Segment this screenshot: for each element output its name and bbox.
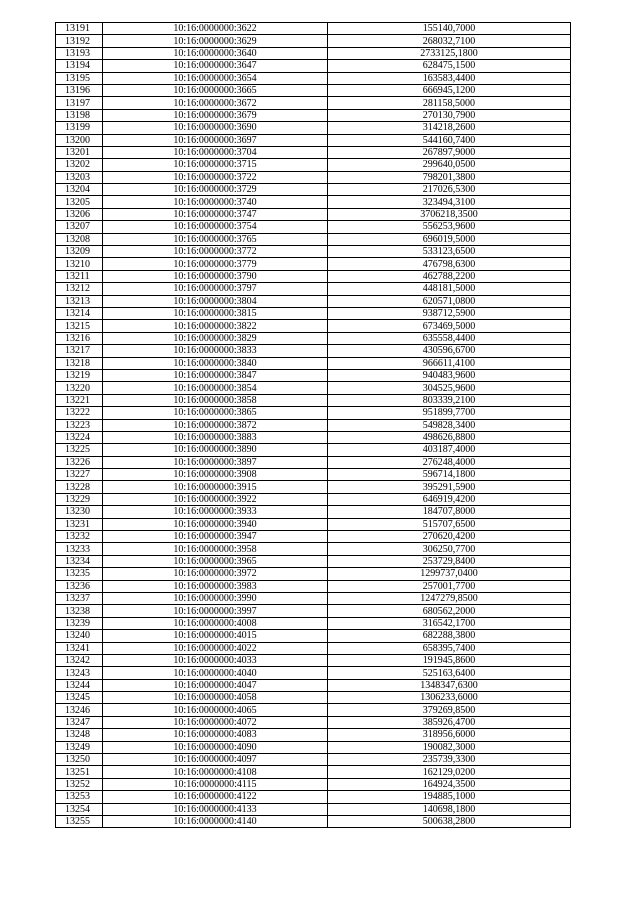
row-number-cell: 13229 <box>56 493 103 505</box>
cadastral-number-cell: 10:16:0000000:3858 <box>103 394 328 406</box>
row-number-cell: 13218 <box>56 357 103 369</box>
row-number-cell: 13252 <box>56 778 103 790</box>
table-row <box>56 159 571 171</box>
value-cell: 635558,4400 <box>328 332 571 344</box>
value-cell: 304525,9600 <box>328 382 571 394</box>
value-cell: 430596,6700 <box>328 345 571 357</box>
row-number-cell: 13231 <box>56 518 103 530</box>
value-cell: 155140,7000 <box>328 23 571 35</box>
row-number-cell: 13223 <box>56 419 103 431</box>
cadastral-number-cell: 10:16:0000000:3822 <box>103 320 328 332</box>
table-row <box>56 444 571 456</box>
table-row <box>56 109 571 121</box>
row-number-cell: 13241 <box>56 642 103 654</box>
value-cell: 646919,4200 <box>328 493 571 505</box>
table-row <box>56 246 571 258</box>
row-number-cell: 13219 <box>56 369 103 381</box>
value-cell: 314218,2600 <box>328 122 571 134</box>
row-number-cell: 13232 <box>56 531 103 543</box>
row-number-cell: 13242 <box>56 654 103 666</box>
value-cell: 268032,7100 <box>328 35 571 47</box>
value-cell: 1348347,6300 <box>328 679 571 691</box>
value-cell: 379269,8500 <box>328 704 571 716</box>
row-number-cell: 13205 <box>56 196 103 208</box>
table-row <box>56 357 571 369</box>
row-number-cell: 13220 <box>56 382 103 394</box>
table-row <box>56 679 571 691</box>
table-row <box>56 134 571 146</box>
table-row <box>56 667 571 679</box>
cadastral-number-cell: 10:16:0000000:4040 <box>103 667 328 679</box>
value-cell: 500638,2800 <box>328 816 571 828</box>
row-number-cell: 13214 <box>56 307 103 319</box>
cadastral-number-cell: 10:16:0000000:3779 <box>103 258 328 270</box>
cadastral-number-cell: 10:16:0000000:4108 <box>103 766 328 778</box>
value-cell: 951899,7700 <box>328 407 571 419</box>
table-row <box>56 196 571 208</box>
cadastral-number-cell: 10:16:0000000:3990 <box>103 592 328 604</box>
table-row <box>56 754 571 766</box>
table-row <box>56 506 571 518</box>
table-row <box>56 592 571 604</box>
row-number-cell: 13212 <box>56 283 103 295</box>
table-row <box>56 332 571 344</box>
cadastral-number-cell: 10:16:0000000:3815 <box>103 307 328 319</box>
table-row <box>56 518 571 530</box>
value-cell: 194885,1000 <box>328 791 571 803</box>
cadastral-number-cell: 10:16:0000000:3829 <box>103 332 328 344</box>
table-row <box>56 642 571 654</box>
row-number-cell: 13230 <box>56 506 103 518</box>
row-number-cell: 13253 <box>56 791 103 803</box>
value-cell: 628475,1500 <box>328 60 571 72</box>
table-row <box>56 23 571 35</box>
cadastral-number-cell: 10:16:0000000:4033 <box>103 654 328 666</box>
cadastral-number-cell: 10:16:0000000:3890 <box>103 444 328 456</box>
value-cell: 316542,1700 <box>328 617 571 629</box>
cadastral-number-cell: 10:16:0000000:3654 <box>103 72 328 84</box>
row-number-cell: 13244 <box>56 679 103 691</box>
table-row <box>56 345 571 357</box>
cadastral-number-cell: 10:16:0000000:4047 <box>103 679 328 691</box>
value-cell: 1247279,8500 <box>328 592 571 604</box>
cadastral-number-cell: 10:16:0000000:3679 <box>103 109 328 121</box>
cadastral-number-cell: 10:16:0000000:3704 <box>103 146 328 158</box>
row-number-cell: 13234 <box>56 555 103 567</box>
table-row <box>56 605 571 617</box>
table-row <box>56 97 571 109</box>
row-number-cell: 13200 <box>56 134 103 146</box>
table-row <box>56 407 571 419</box>
value-cell: 673469,5000 <box>328 320 571 332</box>
cadastral-number-cell: 10:16:0000000:3797 <box>103 283 328 295</box>
table-row <box>56 47 571 59</box>
row-number-cell: 13211 <box>56 270 103 282</box>
cadastral-number-cell: 10:16:0000000:3872 <box>103 419 328 431</box>
value-cell: 966611,4100 <box>328 357 571 369</box>
table-row <box>56 307 571 319</box>
cadastral-number-cell: 10:16:0000000:3754 <box>103 221 328 233</box>
cadastral-value-table <box>55 22 571 828</box>
cadastral-number-cell: 10:16:0000000:4115 <box>103 778 328 790</box>
cadastral-number-cell: 10:16:0000000:3740 <box>103 196 328 208</box>
table-row <box>56 531 571 543</box>
cadastral-number-cell: 10:16:0000000:3983 <box>103 580 328 592</box>
cadastral-number-cell: 10:16:0000000:3940 <box>103 518 328 530</box>
cadastral-number-cell: 10:16:0000000:3747 <box>103 208 328 220</box>
table-row <box>56 394 571 406</box>
cadastral-number-cell: 10:16:0000000:3622 <box>103 23 328 35</box>
value-cell: 2733125,1800 <box>328 47 571 59</box>
row-number-cell: 13247 <box>56 716 103 728</box>
row-number-cell: 13203 <box>56 171 103 183</box>
row-number-cell: 13194 <box>56 60 103 72</box>
value-cell: 938712,5900 <box>328 307 571 319</box>
value-cell: 306250,7700 <box>328 543 571 555</box>
row-number-cell: 13191 <box>56 23 103 35</box>
row-number-cell: 13206 <box>56 208 103 220</box>
table-row <box>56 493 571 505</box>
row-number-cell: 13233 <box>56 543 103 555</box>
value-cell: 184707,8000 <box>328 506 571 518</box>
row-number-cell: 13239 <box>56 617 103 629</box>
row-number-cell: 13192 <box>56 35 103 47</box>
row-number-cell: 13201 <box>56 146 103 158</box>
table-row <box>56 369 571 381</box>
table-row <box>56 741 571 753</box>
cadastral-number-cell: 10:16:0000000:3897 <box>103 456 328 468</box>
value-cell: 299640,0500 <box>328 159 571 171</box>
cadastral-number-cell: 10:16:0000000:3997 <box>103 605 328 617</box>
row-number-cell: 13226 <box>56 456 103 468</box>
table-row <box>56 270 571 282</box>
row-number-cell: 13248 <box>56 729 103 741</box>
cadastral-number-cell: 10:16:0000000:3840 <box>103 357 328 369</box>
cadastral-number-cell: 10:16:0000000:4065 <box>103 704 328 716</box>
value-cell: 323494,3100 <box>328 196 571 208</box>
row-number-cell: 13246 <box>56 704 103 716</box>
table-row <box>56 184 571 196</box>
cadastral-number-cell: 10:16:0000000:4140 <box>103 816 328 828</box>
cadastral-number-cell: 10:16:0000000:3629 <box>103 35 328 47</box>
value-cell: 658395,7400 <box>328 642 571 654</box>
value-cell: 682288,3800 <box>328 630 571 642</box>
value-cell: 267897,9000 <box>328 146 571 158</box>
table-row <box>56 419 571 431</box>
row-number-cell: 13227 <box>56 469 103 481</box>
cadastral-number-cell: 10:16:0000000:3772 <box>103 246 328 258</box>
row-number-cell: 13208 <box>56 233 103 245</box>
value-cell: 940483,9600 <box>328 369 571 381</box>
value-cell: 544160,7400 <box>328 134 571 146</box>
cadastral-number-cell: 10:16:0000000:3933 <box>103 506 328 518</box>
cadastral-number-cell: 10:16:0000000:3765 <box>103 233 328 245</box>
row-number-cell: 13245 <box>56 692 103 704</box>
cadastral-number-cell: 10:16:0000000:4133 <box>103 803 328 815</box>
value-cell: 257001,7700 <box>328 580 571 592</box>
value-cell: 525163,6400 <box>328 667 571 679</box>
table-row <box>56 816 571 828</box>
value-cell: 162129,0200 <box>328 766 571 778</box>
table-body <box>56 23 571 828</box>
table-row <box>56 481 571 493</box>
value-cell: 515707,6500 <box>328 518 571 530</box>
row-number-cell: 13235 <box>56 568 103 580</box>
row-number-cell: 13210 <box>56 258 103 270</box>
row-number-cell: 13249 <box>56 741 103 753</box>
row-number-cell: 13254 <box>56 803 103 815</box>
value-cell: 163583,4400 <box>328 72 571 84</box>
table-row <box>56 555 571 567</box>
value-cell: 596714,1800 <box>328 469 571 481</box>
row-number-cell: 13195 <box>56 72 103 84</box>
cadastral-number-cell: 10:16:0000000:4058 <box>103 692 328 704</box>
table-row <box>56 729 571 741</box>
row-number-cell: 13236 <box>56 580 103 592</box>
cadastral-number-cell: 10:16:0000000:3972 <box>103 568 328 580</box>
value-cell: 235739,3300 <box>328 754 571 766</box>
table-row <box>56 692 571 704</box>
value-cell: 1306233,6000 <box>328 692 571 704</box>
table-row <box>56 171 571 183</box>
table-row <box>56 766 571 778</box>
row-number-cell: 13215 <box>56 320 103 332</box>
cadastral-number-cell: 10:16:0000000:3690 <box>103 122 328 134</box>
value-cell: 276248,4000 <box>328 456 571 468</box>
cadastral-number-cell: 10:16:0000000:3722 <box>103 171 328 183</box>
value-cell: 533123,6500 <box>328 246 571 258</box>
value-cell: 448181,5000 <box>328 283 571 295</box>
value-cell: 217026,5300 <box>328 184 571 196</box>
value-cell: 270620,4200 <box>328 531 571 543</box>
table-row <box>56 654 571 666</box>
value-cell: 403187,4000 <box>328 444 571 456</box>
value-cell: 318956,6000 <box>328 729 571 741</box>
value-cell: 281158,5000 <box>328 97 571 109</box>
row-number-cell: 13240 <box>56 630 103 642</box>
row-number-cell: 13225 <box>56 444 103 456</box>
cadastral-number-cell: 10:16:0000000:4090 <box>103 741 328 753</box>
value-cell: 462788,2200 <box>328 270 571 282</box>
table-row <box>56 208 571 220</box>
value-cell: 666945,1200 <box>328 84 571 96</box>
cadastral-number-cell: 10:16:0000000:3790 <box>103 270 328 282</box>
row-number-cell: 13238 <box>56 605 103 617</box>
cadastral-number-cell: 10:16:0000000:3883 <box>103 431 328 443</box>
table-row <box>56 580 571 592</box>
table-row <box>56 568 571 580</box>
cadastral-number-cell: 10:16:0000000:3804 <box>103 295 328 307</box>
value-cell: 620571,0800 <box>328 295 571 307</box>
value-cell: 385926,4700 <box>328 716 571 728</box>
value-cell: 549828,3400 <box>328 419 571 431</box>
table-row <box>56 84 571 96</box>
cadastral-number-cell: 10:16:0000000:4015 <box>103 630 328 642</box>
cadastral-number-cell: 10:16:0000000:4008 <box>103 617 328 629</box>
table-row <box>56 469 571 481</box>
cadastral-number-cell: 10:16:0000000:3908 <box>103 469 328 481</box>
cadastral-number-cell: 10:16:0000000:3715 <box>103 159 328 171</box>
row-number-cell: 13251 <box>56 766 103 778</box>
row-number-cell: 13193 <box>56 47 103 59</box>
cadastral-number-cell: 10:16:0000000:3922 <box>103 493 328 505</box>
table-row <box>56 630 571 642</box>
row-number-cell: 13224 <box>56 431 103 443</box>
value-cell: 680562,2000 <box>328 605 571 617</box>
table-row <box>56 35 571 47</box>
cadastral-number-cell: 10:16:0000000:3965 <box>103 555 328 567</box>
row-number-cell: 13196 <box>56 84 103 96</box>
table-row <box>56 283 571 295</box>
table-row <box>56 803 571 815</box>
value-cell: 140698,1800 <box>328 803 571 815</box>
value-cell: 270130,7900 <box>328 109 571 121</box>
row-number-cell: 13207 <box>56 221 103 233</box>
value-cell: 696019,5000 <box>328 233 571 245</box>
value-cell: 395291,5900 <box>328 481 571 493</box>
cadastral-number-cell: 10:16:0000000:3915 <box>103 481 328 493</box>
table-row <box>56 221 571 233</box>
table-row <box>56 456 571 468</box>
cadastral-number-cell: 10:16:0000000:3847 <box>103 369 328 381</box>
row-number-cell: 13197 <box>56 97 103 109</box>
table-row <box>56 716 571 728</box>
cadastral-number-cell: 10:16:0000000:3865 <box>103 407 328 419</box>
table-row <box>56 791 571 803</box>
table-row <box>56 233 571 245</box>
cadastral-number-cell: 10:16:0000000:3729 <box>103 184 328 196</box>
row-number-cell: 13237 <box>56 592 103 604</box>
row-number-cell: 13204 <box>56 184 103 196</box>
row-number-cell: 13228 <box>56 481 103 493</box>
cadastral-number-cell: 10:16:0000000:3947 <box>103 531 328 543</box>
row-number-cell: 13250 <box>56 754 103 766</box>
value-cell: 253729,8400 <box>328 555 571 567</box>
value-cell: 803339,2100 <box>328 394 571 406</box>
table-row <box>56 72 571 84</box>
cadastral-number-cell: 10:16:0000000:3665 <box>103 84 328 96</box>
row-number-cell: 13221 <box>56 394 103 406</box>
table-row <box>56 704 571 716</box>
row-number-cell: 13217 <box>56 345 103 357</box>
cadastral-number-cell: 10:16:0000000:3672 <box>103 97 328 109</box>
table-row <box>56 617 571 629</box>
value-cell: 190082,3000 <box>328 741 571 753</box>
cadastral-number-cell: 10:16:0000000:3958 <box>103 543 328 555</box>
value-cell: 1299737,0400 <box>328 568 571 580</box>
cadastral-number-cell: 10:16:0000000:4072 <box>103 716 328 728</box>
cadastral-number-cell: 10:16:0000000:4083 <box>103 729 328 741</box>
cadastral-number-cell: 10:16:0000000:3640 <box>103 47 328 59</box>
value-cell: 476798,6300 <box>328 258 571 270</box>
value-cell: 191945,8600 <box>328 654 571 666</box>
table-row <box>56 320 571 332</box>
row-number-cell: 13255 <box>56 816 103 828</box>
row-number-cell: 13216 <box>56 332 103 344</box>
cadastral-number-cell: 10:16:0000000:3697 <box>103 134 328 146</box>
table-row <box>56 295 571 307</box>
value-cell: 164924,3500 <box>328 778 571 790</box>
table-row <box>56 778 571 790</box>
row-number-cell: 13222 <box>56 407 103 419</box>
cadastral-number-cell: 10:16:0000000:3647 <box>103 60 328 72</box>
table-row <box>56 382 571 394</box>
value-cell: 798201,3800 <box>328 171 571 183</box>
cadastral-number-cell: 10:16:0000000:4022 <box>103 642 328 654</box>
row-number-cell: 13213 <box>56 295 103 307</box>
value-cell: 3706218,3500 <box>328 208 571 220</box>
row-number-cell: 13243 <box>56 667 103 679</box>
value-cell: 498626,8800 <box>328 431 571 443</box>
row-number-cell: 13209 <box>56 246 103 258</box>
table-row <box>56 122 571 134</box>
table-row <box>56 431 571 443</box>
cadastral-number-cell: 10:16:0000000:3833 <box>103 345 328 357</box>
value-cell: 556253,9600 <box>328 221 571 233</box>
table-row <box>56 146 571 158</box>
table-row <box>56 258 571 270</box>
cadastral-number-cell: 10:16:0000000:3854 <box>103 382 328 394</box>
row-number-cell: 13199 <box>56 122 103 134</box>
cadastral-number-cell: 10:16:0000000:4097 <box>103 754 328 766</box>
row-number-cell: 13202 <box>56 159 103 171</box>
table-row <box>56 60 571 72</box>
table-row <box>56 543 571 555</box>
cadastral-number-cell: 10:16:0000000:4122 <box>103 791 328 803</box>
row-number-cell: 13198 <box>56 109 103 121</box>
